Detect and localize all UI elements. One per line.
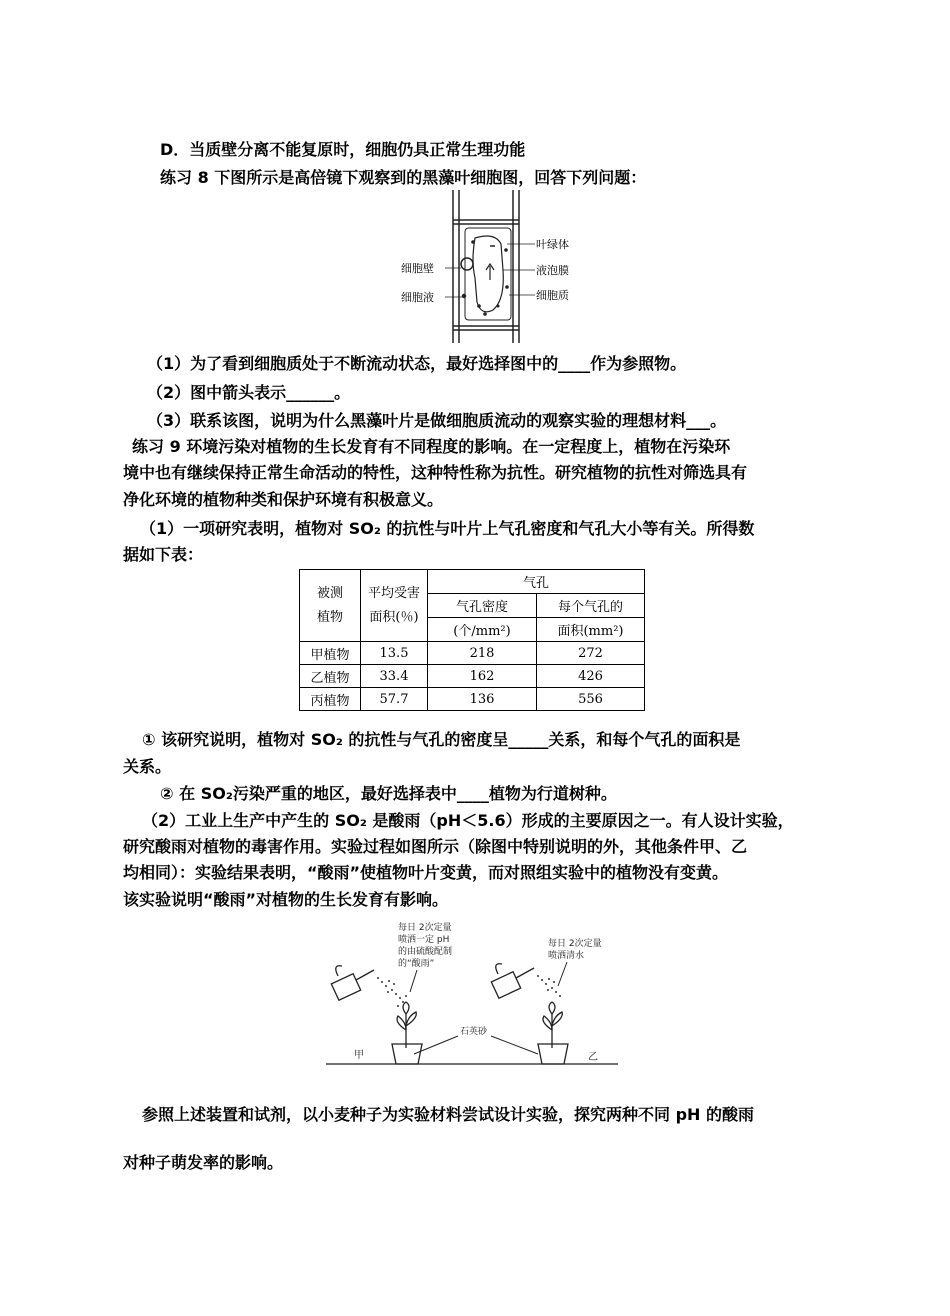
part-1-line-1: （1）一项研究表明，植物对 SO₂ 的抗性与叶片上气孔密度和气孔大小等有关。所得数 (140, 519, 755, 538)
cell-density: 162 (428, 665, 537, 688)
final-line-1: 参照上述装置和试剂，以小麦种子为实验材料尝试设计实验，探究两种不同 pH 的酸雨 (142, 1105, 754, 1124)
left-note-3: 的由硫酸配制 (398, 947, 453, 957)
acid-rain-experiment-diagram (326, 918, 618, 1072)
header-damage (361, 570, 428, 642)
label-cytoplasm: 细胞质 (536, 289, 569, 302)
left-note-4: 的“酸雨” (398, 959, 435, 969)
pot-label-jia: 甲 (354, 1050, 364, 1061)
right-note-1: 每日 2次定量 (548, 939, 602, 949)
stomata-table (299, 569, 645, 711)
question-1: （1）为了看到细胞质处于不断流动状态，最好选择图中的____作为参照物。 (147, 354, 687, 373)
part-2-line-3: 均相同）：实验结果表明，“酸雨”使植物叶片变黄，而对照组实验中的植物没有变黄。 (123, 863, 729, 882)
cell-density: 218 (428, 642, 537, 665)
label-cell-wall: 细胞壁 (401, 262, 434, 275)
header-density-2: (个/mm²) (428, 618, 537, 642)
cell-damage: 57.7 (361, 688, 428, 711)
cell-plant: 甲植物 (300, 642, 361, 665)
option-d: D．当质壁分离不能复原时，细胞仍具正常生理功能 (160, 140, 526, 159)
header-stomata: 气孔 (428, 570, 645, 594)
header-plant (300, 570, 361, 642)
question-2: （2）图中箭头表示______。 (147, 383, 351, 402)
result-2: ② 在 SO₂污染严重的地区，最好选择表中____植物为行道树种。 (160, 784, 617, 803)
final-line-2: 对种子萌发率的影响。 (123, 1153, 284, 1172)
cell-plant: 丙植物 (300, 688, 361, 711)
header-damage-line-2: 面积(％) (369, 609, 419, 625)
header-area-1: 每个气孔的 (537, 594, 645, 618)
header-plant-line-2: 植物 (316, 609, 343, 625)
cell-area: 272 (537, 642, 645, 665)
exercise-9-line-1: 练习 9 环境污染对植物的生长发育有不同程度的影响。在一定程度上，植物在污染环 (132, 437, 731, 456)
table-row (300, 688, 645, 711)
left-note-2: 喷洒一定 pH (398, 935, 450, 945)
question-3: （3）联系该图，说明为什么黑藻叶片是做细胞质流动的观察实验的理想材料___。 (147, 411, 727, 430)
label-chloroplast: 叶绿体 (536, 238, 569, 251)
table-row (300, 665, 645, 688)
exercise-8-title: 练习 8 下图所示是高倍镜下观察到的黑藻叶细胞图，回答下列问题： (160, 168, 647, 187)
cell-plant: 乙植物 (300, 665, 361, 688)
result-1-line-2: 关系。 (123, 757, 172, 776)
left-note-1: 每日 2次定量 (398, 923, 452, 933)
exercise-9-line-3: 净化环境的植物种类和保护环境有积极意义。 (123, 490, 444, 509)
cell-area: 426 (537, 665, 645, 688)
quartz-sand-label: 石英砂 (460, 1027, 488, 1037)
label-cell-sap: 细胞液 (401, 291, 434, 304)
table-row (300, 642, 645, 665)
header-area-2: 面积(mm²) (537, 618, 645, 642)
part-2-line-1: （2）工业上生产中产生的 SO₂ 是酸雨（pH＜5.6）形成的主要原因之一。有人设计实验， (142, 811, 794, 830)
header-plant-line-1: 被测 (316, 585, 343, 601)
cell-damage: 33.4 (361, 665, 428, 688)
exercise-9-line-2: 境中也有继续保持正常生命活动的特性，这种特性称为抗性。研究植物的抗性对筛选具有 (123, 463, 748, 482)
cell-area: 556 (537, 688, 645, 711)
pot-label-yi: 乙 (588, 1052, 598, 1063)
cell-damage: 13.5 (361, 642, 428, 665)
cell-diagram (395, 188, 600, 346)
header-damage-line-1: 平均受害 (367, 585, 420, 601)
part-1-line-2: 据如下表： (123, 545, 204, 564)
header-density-1: 气孔密度 (428, 594, 537, 618)
cell-density: 136 (428, 688, 537, 711)
part-2-line-4: 该实验说明“酸雨”对植物的生长发育有影响。 (123, 890, 449, 909)
right-note-2: 喷洒清水 (548, 951, 585, 961)
result-1-line-1: ① 该研究说明，植物对 SO₂ 的抗性与气孔的密度呈_____关系，和每个气孔的面积是 (142, 730, 741, 749)
part-2-line-2: 研究酸雨对植物的毒害作用。实验过程如图所示（除图中特别说明的外，其他条件甲、乙 (123, 837, 748, 856)
label-vacuole-membrane: 液泡膜 (536, 264, 569, 277)
